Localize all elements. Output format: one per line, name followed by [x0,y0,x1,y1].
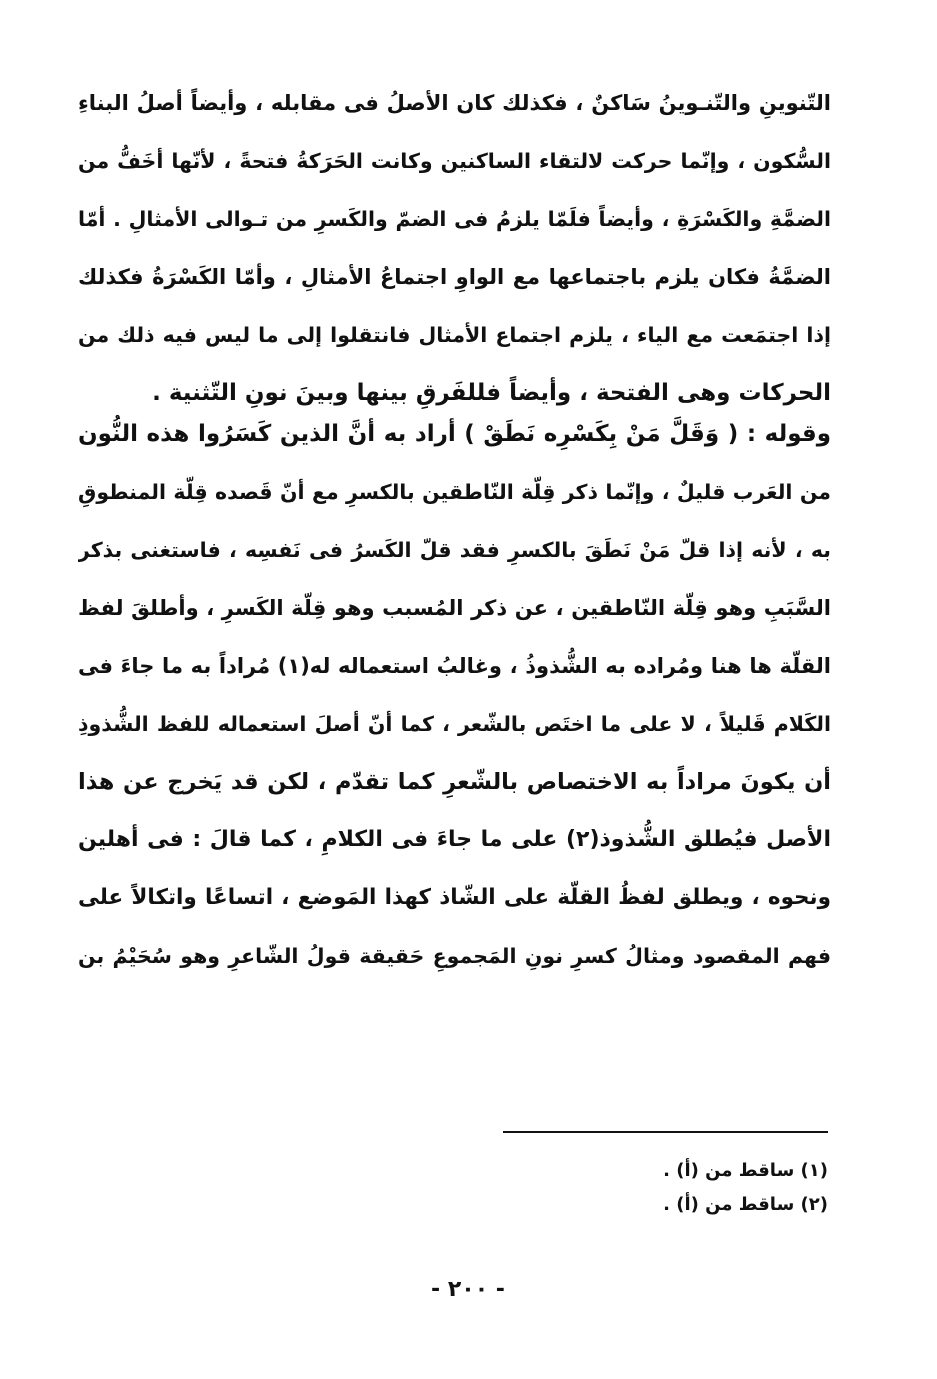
text-line: الضمَّةُ فكان يلزم باجتماعها مع الواوِ اجتماعُ الأمثالِ ، وأمّا الكَسْرَةُ فكذلك [78,265,831,289]
text-line: السَّبَبِ وهو قِلّة النّاطقين ، عن ذكر المُسبب وهو قِلّة الكَسرِ ، وأطلقَ لفظ [78,596,831,620]
text-line: القلّة ها هنا ومُراده به الشُّذوذُ ، وغالبُ استعماله له(١) مُراداً به ما جاءَ فى [78,654,831,678]
footnote-divider [503,1131,828,1133]
text-line: إذا اجتمَعت مع الياء ، يلزم اجتماع الأمثال فانتقلوا إلى ما ليس فيه ذلك من [78,323,831,347]
text-line: السُّكون ، وإنّما حركت لالتقاء الساكنين وكانت الحَرَكةُ فتحةً ، لأنّها أخَفُّ من [78,149,831,173]
text-line: ونحوه ، ويطلق لفظُ القلّة على الشّاذ كهذا المَوضع ، اتساعًا واتكالاً على [78,885,831,910]
text-line: الحركات وهى الفتحة ، وأيضاً فللفَرقِ بينها وبينَ نونِ التّثنية . [152,380,831,406]
text-line: التّنوينِ والتّنـوينُ سَاكنٌ ، فكذلك كان الأصلُ فى مقابله ، وأيضاً أصلُ البناءِ [78,91,831,115]
paragraph-1 [78,74,831,422]
text-line: من العَرب قليلٌ ، وإنّما ذكر قِلّة النّاطقين بالكسرِ مع أنّ قَصده قِلّة المنطوقِ [78,480,831,504]
text-line: وقوله : ( وَقَلَّ مَنْ بِكَسْرِه نَطَقْ ) أراد به أنَّ الذين كَسَرُوا هذه النُّون [78,421,831,447]
text-line: به ، لأنه إذا قلّ مَنْ نَطَقَ بالكسرِ فقد قلّ الكَسرُ فى نَفسِه ، فاستغنى بذكر [78,538,831,562]
paragraph-2 [78,405,831,985]
footnotes [503,1154,828,1222]
footnote-2: (٢) ساقط من (أ) . [663,1194,828,1215]
text-line: أن يكونَ مراداً به الاختصاص بالشّعرِ كما تقدّم ، لكن قد يَخرج عن هذا [78,769,831,795]
text-line: فهم المقصود ومثالُ كسرِ نونِ المَجموعِ حَقيقة قولُ الشّاعرِ وهو سُحَيْمُ بن [78,944,831,968]
footnote-1: (١) ساقط من (أ) . [663,1160,828,1181]
text-line: الكَلام قَليلاً ، لا على ما اختَص بالشّعر ، كما أنّ أصلَ استعماله للفظ الشُّذوذِ [78,712,831,736]
text-line: الأصل فيُطلق الشُّذوذ(٢) على ما جاءَ فى الكلامِ ، كما قالَ : فى أهلين [78,827,831,852]
text-line: الضمَّةِ والكَسْرَةِ ، وأيضاً فلَمّا يلزمُ فى الضمّ والكَسرِ من تـوالى الأمثالِ . أمّا [78,207,831,231]
page-number: - ٢٠٠ - [431,1277,505,1302]
